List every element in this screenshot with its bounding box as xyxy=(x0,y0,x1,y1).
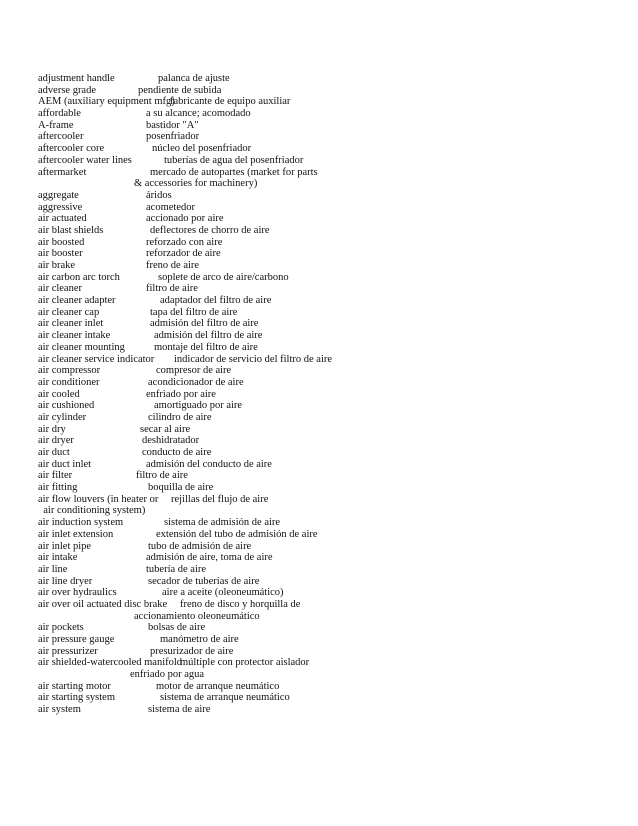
entry-term: air over hydraulics xyxy=(38,587,117,599)
entry-term: A-frame xyxy=(38,119,74,131)
entry-translation: enfriado por aire xyxy=(146,388,216,400)
glossary-entry xyxy=(38,96,618,108)
glossary-entry xyxy=(38,73,618,85)
entry-term: air blast shields xyxy=(38,224,104,236)
glossary-list xyxy=(38,73,618,716)
glossary-entry xyxy=(38,143,618,155)
entry-translation: admisión del filtro de aire xyxy=(154,330,263,342)
entry-translation: mercado de autopartes (market for parts xyxy=(150,166,318,178)
entry-translation: acondicionador de aire xyxy=(148,376,244,388)
glossary-entry xyxy=(38,576,618,588)
entry-term: aftermarket xyxy=(38,166,87,178)
glossary-entry xyxy=(38,108,618,120)
entry-translation: a su alcance; acomodado xyxy=(146,108,251,120)
glossary-entry xyxy=(38,634,618,646)
entry-term: air cushioned xyxy=(38,400,95,412)
entry-term: air conditioning system) xyxy=(38,505,146,517)
entry-term: air cylinder xyxy=(38,411,87,423)
entry-translation: compresor de aire xyxy=(156,365,232,377)
entry-translation: conducto de aire xyxy=(142,447,212,458)
glossary-entry xyxy=(38,318,618,330)
entry-term: air intake xyxy=(38,552,78,564)
entry-translation: freno de aire xyxy=(146,260,200,271)
glossary-entry xyxy=(38,505,618,517)
entry-translation: boquilla de aire xyxy=(148,482,214,494)
glossary-entry xyxy=(38,260,618,272)
entry-term: aftercooler water lines xyxy=(38,154,132,166)
entry-translation: indicador de servicio del filtro de aire xyxy=(174,353,333,365)
entry-translation: motor de arranque neumático xyxy=(156,680,280,692)
entry-term: air dry xyxy=(38,423,66,435)
entry-term: adverse grade xyxy=(38,84,97,96)
entry-translation: & accessories for machinery) xyxy=(134,178,258,190)
entry-term: AEM (auxiliary equipment mfg) xyxy=(38,96,175,108)
glossary-entry xyxy=(38,587,618,599)
entry-term: air filter xyxy=(38,470,73,482)
entry-translation: enfriado por agua xyxy=(130,669,205,681)
entry-translation: palanca de ajuste xyxy=(158,73,230,84)
glossary-entry xyxy=(38,202,618,214)
entry-translation: sistema de admisión de aire xyxy=(164,517,281,529)
entry-term: air boosted xyxy=(38,236,85,248)
glossary-entry xyxy=(38,330,618,342)
entry-term: air brake xyxy=(38,260,76,271)
entry-translation: pendiente de subida xyxy=(138,84,222,96)
glossary-entry xyxy=(38,622,618,634)
glossary-entry xyxy=(38,190,618,202)
glossary-entry xyxy=(38,248,618,260)
entry-translation: secar al aire xyxy=(140,423,191,435)
glossary-entry xyxy=(38,704,618,716)
glossary-entry xyxy=(38,272,618,284)
entry-translation: cilindro de aire xyxy=(148,411,212,423)
glossary-entry xyxy=(38,564,618,576)
glossary-entry xyxy=(38,155,618,167)
entry-term: affordable xyxy=(38,108,81,120)
glossary-entry xyxy=(38,131,618,143)
glossary-entry xyxy=(38,412,618,424)
entry-term: air compressor xyxy=(38,365,101,377)
entry-translation: manómetro de aire xyxy=(160,634,239,645)
entry-translation: tapa del filtro de aire xyxy=(150,306,238,318)
entry-term: aggregate xyxy=(38,189,79,201)
glossary-entry xyxy=(38,447,618,459)
glossary-entry xyxy=(38,692,618,704)
entry-term: aftercooler core xyxy=(38,143,105,155)
glossary-entry xyxy=(38,85,618,97)
entry-term: air flow louvers (in heater or xyxy=(38,493,159,505)
glossary-entry xyxy=(38,400,618,412)
entry-translation: filtro de aire xyxy=(136,470,188,482)
entry-term: air inlet extension xyxy=(38,528,114,540)
glossary-entry xyxy=(38,517,618,529)
entry-term: air starting system xyxy=(38,692,115,704)
entry-term: adjustment handle xyxy=(38,73,115,84)
entry-translation: accionado por aire xyxy=(146,213,224,225)
entry-term: air pressure gauge xyxy=(38,634,115,645)
glossary-entry xyxy=(38,178,618,190)
glossary-entry xyxy=(38,213,618,225)
glossary-entry xyxy=(38,657,618,669)
entry-term: air cleaner cap xyxy=(38,306,100,318)
entry-translation: múltiple con protector aislador xyxy=(180,657,310,669)
entry-term: air line dryer xyxy=(38,575,93,587)
entry-translation: áridos xyxy=(146,189,172,201)
entry-translation: bolsas de aire xyxy=(148,622,206,634)
entry-translation: deflectores de chorro de aire xyxy=(150,224,270,236)
entry-term: air shielded-watercooled manifold xyxy=(38,657,183,669)
entry-translation: reforzador de aire xyxy=(146,248,221,260)
entry-term: air over oil actuated disc brake xyxy=(38,598,168,610)
entry-translation: posenfriador xyxy=(146,131,200,143)
entry-translation: tubería de aire xyxy=(146,563,207,575)
entry-translation: admisión del conducto de aire xyxy=(146,458,272,470)
glossary-entry xyxy=(38,482,618,494)
entry-term: air induction system xyxy=(38,517,124,529)
entry-translation: presurizador de aire xyxy=(150,645,234,657)
entry-term: air line xyxy=(38,563,68,575)
glossary-entry xyxy=(38,541,618,553)
entry-translation: secador de tuberías de aire xyxy=(148,575,260,587)
entry-term: air cleaner inlet xyxy=(38,318,104,330)
entry-translation: acometedor xyxy=(146,201,195,213)
glossary-entry xyxy=(38,611,618,623)
entry-term: air fitting xyxy=(38,482,78,494)
entry-translation: adaptador del filtro de aire xyxy=(160,295,272,307)
glossary-entry xyxy=(38,283,618,295)
entry-translation: soplete de arco de aire/carbono xyxy=(158,271,289,283)
entry-translation: sistema de arranque neumático xyxy=(160,692,290,704)
entry-translation: reforzado con aire xyxy=(146,236,223,248)
glossary-entry xyxy=(38,470,618,482)
entry-translation: fabricante de equipo auxiliar xyxy=(170,96,291,108)
glossary-entry xyxy=(38,494,618,506)
entry-translation: tuberías de agua del posenfriador xyxy=(164,154,304,166)
entry-term: air cleaner service indicator xyxy=(38,353,155,365)
entry-translation: accionamiento oleoneumático xyxy=(134,610,260,622)
glossary-entry xyxy=(38,529,618,541)
glossary-entry xyxy=(38,120,618,132)
glossary-entry xyxy=(38,435,618,447)
glossary-entry xyxy=(38,424,618,436)
entry-translation: extensión del tubo de admisión de aire xyxy=(156,528,318,540)
entry-translation: filtro de aire xyxy=(146,283,198,295)
entry-term: air cleaner intake xyxy=(38,330,111,342)
glossary-entry xyxy=(38,599,618,611)
glossary-entry xyxy=(38,295,618,307)
glossary-entry xyxy=(38,342,618,354)
entry-term: aggressive xyxy=(38,201,83,213)
glossary-entry xyxy=(38,237,618,249)
entry-term: air pockets xyxy=(38,622,84,634)
entry-translation: deshidratador xyxy=(142,435,200,447)
entry-translation: rejillas del flujo de aire xyxy=(171,493,269,505)
entry-term: air system xyxy=(38,704,81,716)
glossary-entry xyxy=(38,354,618,366)
entry-term: aftercooler xyxy=(38,131,84,143)
entry-term: air pressurizer xyxy=(38,645,98,657)
entry-translation: freno de disco y horquilla de xyxy=(180,598,301,610)
entry-term: air inlet pipe xyxy=(38,540,92,552)
entry-term: air conditioner xyxy=(38,376,100,388)
glossary-entry xyxy=(38,225,618,237)
entry-translation: montaje del filtro de aire xyxy=(154,341,258,353)
glossary-entry xyxy=(38,552,618,564)
entry-translation: admisión de aire, toma de aire xyxy=(146,552,273,564)
glossary-entry xyxy=(38,669,618,681)
entry-translation: sistema de aire xyxy=(148,704,211,716)
glossary-entry xyxy=(38,377,618,389)
glossary-entry xyxy=(38,365,618,377)
glossary-entry xyxy=(38,307,618,319)
glossary-entry xyxy=(38,681,618,693)
entry-translation: admisión del filtro de aire xyxy=(150,318,259,330)
entry-translation: tubo de admisión de aire xyxy=(148,540,252,552)
entry-term: air dryer xyxy=(38,435,74,447)
entry-translation: núcleo del posenfriador xyxy=(152,143,252,155)
entry-term: air cleaner xyxy=(38,283,83,295)
entry-term: air actuated xyxy=(38,213,87,225)
glossary-entry xyxy=(38,389,618,401)
entry-term: air duct inlet xyxy=(38,458,92,470)
entry-term: air booster xyxy=(38,248,83,260)
entry-term: air cleaner mounting xyxy=(38,341,125,353)
entry-term: air starting motor xyxy=(38,680,111,692)
entry-term: air carbon arc torch xyxy=(38,271,120,283)
entry-translation: amortiguado por aire xyxy=(154,400,243,412)
entry-translation: bastidor "A" xyxy=(146,119,199,131)
entry-translation: aire a aceite (oleoneumático) xyxy=(162,587,284,599)
glossary-entry xyxy=(38,459,618,471)
glossary-entry xyxy=(38,646,618,658)
entry-term: air duct xyxy=(38,447,70,458)
glossary-entry xyxy=(38,167,618,179)
entry-term: air cleaner adapter xyxy=(38,295,116,307)
entry-term: air cooled xyxy=(38,388,80,400)
